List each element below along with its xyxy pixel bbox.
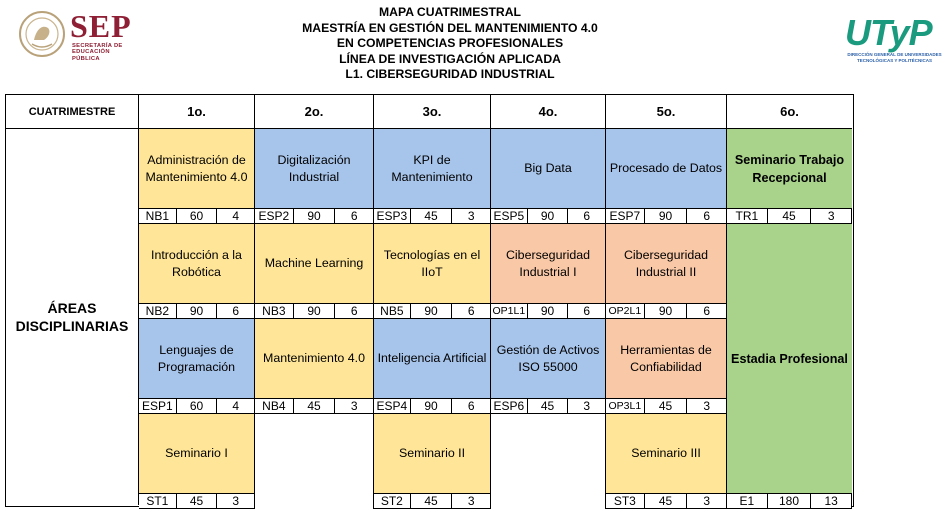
course-cell: Seminario I xyxy=(139,414,255,493)
curriculum-table xyxy=(5,94,854,507)
header-period-6: 6o. xyxy=(727,95,852,129)
course-credits: 6 xyxy=(703,209,710,223)
course-code: NB3 xyxy=(255,304,294,318)
course-code-row xyxy=(606,208,727,224)
course-hours: 45 xyxy=(177,494,218,508)
course-credits: 3 xyxy=(467,494,475,508)
page-title xyxy=(250,5,650,83)
course-code-row xyxy=(139,303,255,319)
title-line-2: MAESTRÍA EN GESTIÓN DEL MANTENIMIENTO 4.0 xyxy=(302,20,598,35)
title-line-3: EN COMPETENCIAS PROFESIONALES xyxy=(336,36,564,51)
course-hours: 60 xyxy=(177,399,218,413)
course-hours: 45 xyxy=(411,494,453,508)
course-hours: 90 xyxy=(294,304,336,318)
sep-logo xyxy=(18,10,178,66)
course-hours: 60 xyxy=(177,209,218,223)
course-hours: 45 xyxy=(294,399,336,413)
course-hours: 90 xyxy=(645,304,688,318)
course-hours: 45 xyxy=(528,399,569,413)
course-cell: Digitalización Industrial xyxy=(255,129,374,208)
course-cell: Ciberseguridad Industrial I xyxy=(491,224,606,303)
course-credits: 13 xyxy=(824,494,838,508)
course-code: NB4 xyxy=(255,399,294,413)
title-line-4: LÍNEA DE INVESTIGACIÓN APLICADA xyxy=(339,51,561,66)
areas-label-line-2: DISCIPLINARIAS xyxy=(15,318,129,334)
course-code-row xyxy=(374,493,491,509)
course-cell: Procesado de Datos xyxy=(606,129,727,208)
course-cell: Machine Learning xyxy=(255,224,374,303)
header-period-2: 2o. xyxy=(255,95,374,129)
course-hours: 180 xyxy=(768,494,812,508)
course-credits: 6 xyxy=(350,304,358,318)
course-hours: 45 xyxy=(768,209,812,223)
areas-label-line-1: ÁREAS xyxy=(47,300,97,316)
course-code: ESP3 xyxy=(374,209,411,223)
course-code-row xyxy=(727,208,852,224)
course-code: NB5 xyxy=(374,304,411,318)
course-hours: 45 xyxy=(411,209,453,223)
course-code-row xyxy=(606,493,727,509)
title-line-1: MAPA CUATRIMESTRAL xyxy=(379,5,521,19)
header-period-3: 3o. xyxy=(374,95,491,129)
course-cell: Lenguajes de Programación xyxy=(139,319,255,398)
course-code: NB2 xyxy=(139,304,177,318)
course-credits: 3 xyxy=(232,494,239,508)
sep-subtitle: SECRETARÍA DE EDUCACIÓN PÚBLICA xyxy=(72,43,123,62)
course-code-row xyxy=(139,208,255,224)
course-cell: Administración de Mantenimiento 4.0 xyxy=(139,129,255,208)
course-credits: 6 xyxy=(232,304,239,318)
utp-wordmark: UTyP xyxy=(845,12,932,53)
course-code: ESP5 xyxy=(491,209,528,223)
course-hours: 90 xyxy=(645,209,688,223)
course-code-row xyxy=(255,398,374,414)
course-code: OP3L1 xyxy=(606,399,645,413)
empty-cell xyxy=(491,414,606,509)
course-cell-seminario-trabajo-recepcional: Seminario Trabajo Recepcional xyxy=(727,129,852,208)
course-code-row xyxy=(606,398,727,414)
course-code-row xyxy=(374,303,491,319)
course-credits: 6 xyxy=(583,304,590,318)
course-code-row xyxy=(491,398,606,414)
utp-logo xyxy=(845,14,940,74)
header-period-4: 4o. xyxy=(491,95,606,129)
course-hours: 90 xyxy=(294,209,336,223)
header-period-5: 5o. xyxy=(606,95,727,129)
course-credits: 3 xyxy=(703,494,710,508)
course-cell: Introducción a la Robótica xyxy=(139,224,255,303)
course-cell: Tecnologías en el IIoT xyxy=(374,224,491,303)
header-cuatrimestre: CUATRIMESTRE xyxy=(6,95,139,129)
sep-wordmark: SEP xyxy=(70,8,132,44)
course-code: NB1 xyxy=(139,209,177,223)
course-credits: 3 xyxy=(703,399,710,413)
course-credits: 6 xyxy=(467,304,475,318)
course-code-row xyxy=(491,303,606,319)
course-code: ST3 xyxy=(606,494,645,508)
course-credits: 4 xyxy=(232,209,239,223)
course-credits: 6 xyxy=(703,304,710,318)
course-hours: 45 xyxy=(645,494,688,508)
course-hours: 90 xyxy=(528,304,569,318)
course-code-row xyxy=(255,208,374,224)
course-credits: 4 xyxy=(232,399,239,413)
course-cell: Seminario II xyxy=(374,414,491,493)
course-code-row xyxy=(491,208,606,224)
course-code-row xyxy=(139,493,255,509)
course-cell: KPI de Mantenimiento xyxy=(374,129,491,208)
course-cell: Herramientas de Confiabilidad xyxy=(606,319,727,398)
course-cell: Seminario III xyxy=(606,414,727,493)
course-hours: 90 xyxy=(411,399,453,413)
course-cell: Big Data xyxy=(491,129,606,208)
course-code: ESP6 xyxy=(491,399,528,413)
course-credits: 3 xyxy=(583,399,590,413)
course-cell: Ciberseguridad Industrial II xyxy=(606,224,727,303)
course-credits: 6 xyxy=(467,399,475,413)
empty-cell xyxy=(255,414,374,509)
course-code: TR1 xyxy=(727,209,768,223)
course-credits: 3 xyxy=(827,209,835,223)
course-code: ST1 xyxy=(139,494,177,508)
course-credits: 6 xyxy=(350,209,358,223)
mexico-seal-icon xyxy=(18,10,66,58)
course-code: ST2 xyxy=(374,494,411,508)
header-period-1: 1o. xyxy=(139,95,255,129)
course-code: OP1L1 xyxy=(491,304,528,318)
title-line-5: L1. CIBERSEGURIDAD INDUSTRIAL xyxy=(345,67,555,82)
course-code-row xyxy=(139,398,255,414)
course-credits: 6 xyxy=(583,209,590,223)
course-code: ESP4 xyxy=(374,399,411,413)
course-code: E1 xyxy=(727,494,768,508)
utp-subtitle: DIRECCIÓN GENERAL DE UNIVERSIDADES TECNOLÓGICAS Y POLITÉCNICAS xyxy=(847,52,942,63)
course-cell: Inteligencia Artificial xyxy=(374,319,491,398)
course-code: ESP7 xyxy=(606,209,645,223)
course-cell-estadia-profesional: Estadia Profesional xyxy=(727,224,852,493)
course-hours: 90 xyxy=(411,304,453,318)
course-credits: 3 xyxy=(350,399,358,413)
course-code: ESP1 xyxy=(139,399,177,413)
course-hours: 90 xyxy=(177,304,218,318)
course-code-row xyxy=(255,303,374,319)
areas-disciplinarias-label xyxy=(6,129,139,505)
course-code: OP2L1 xyxy=(606,304,645,318)
course-hours: 90 xyxy=(528,209,569,223)
course-cell: Gestión de Activos ISO 55000 xyxy=(491,319,606,398)
course-code-row xyxy=(606,303,727,319)
course-code-row xyxy=(727,493,852,509)
course-code-row xyxy=(374,398,491,414)
course-credits: 3 xyxy=(467,209,475,223)
course-cell: Mantenimiento 4.0 xyxy=(255,319,374,398)
course-code-row xyxy=(374,208,491,224)
course-hours: 45 xyxy=(645,399,688,413)
course-code: ESP2 xyxy=(255,209,294,223)
